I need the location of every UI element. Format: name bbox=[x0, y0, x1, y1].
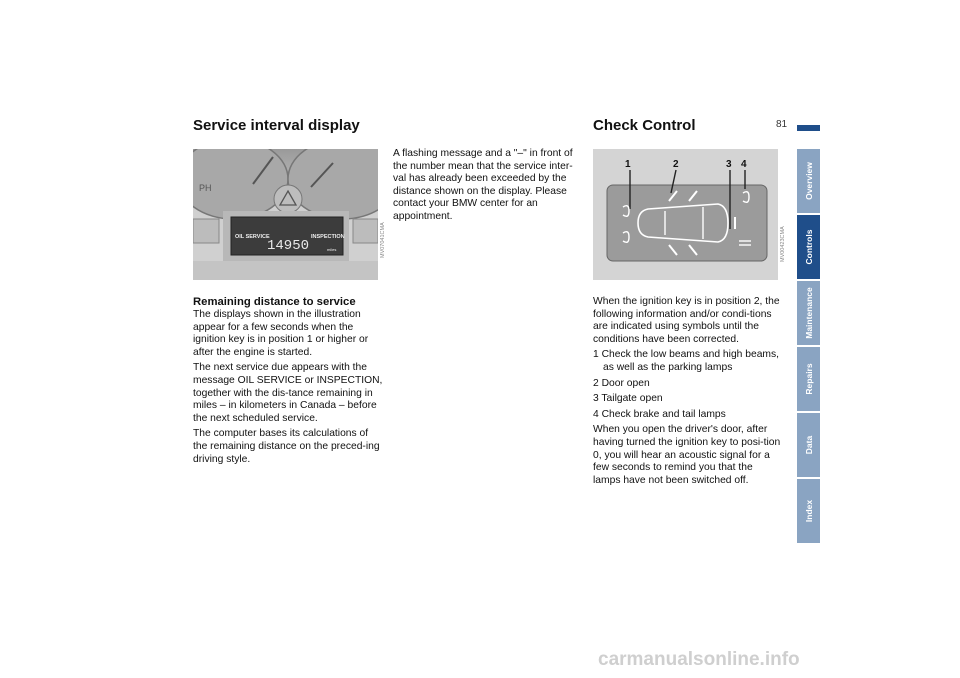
instrument-cluster-illustration bbox=[193, 149, 378, 280]
list-item: 4 Check brake and tail lamps bbox=[593, 408, 726, 420]
tab-maintenance[interactable]: Maintenance bbox=[797, 281, 820, 345]
tab-index[interactable]: Index bbox=[797, 479, 820, 543]
oil-service-label: OIL SERVICE bbox=[235, 234, 270, 240]
left-column bbox=[193, 295, 383, 469]
paragraph: A flashing message and a "–" in front of the number mean that the service inter-val has already been exceeded by the distance shown on the display. Please contact your BMW center for an appointment. bbox=[393, 148, 573, 222]
service-interval-figure bbox=[193, 149, 378, 280]
paragraph: When you open the driver's door, after having turned the ignition key to posi-tion 0, you will hear an acoustic signal for a few seconds to remind you that the lamps have not been switched off. bbox=[593, 424, 781, 486]
tab-overview[interactable]: Overview bbox=[797, 149, 820, 213]
list-item: 3 Tailgate open bbox=[593, 393, 663, 405]
subheading-remaining-distance: Remaining distance to service bbox=[193, 296, 356, 308]
middle-column bbox=[393, 148, 581, 227]
callout-1: 1 bbox=[625, 159, 631, 170]
figure-code-left: MV07041CMA bbox=[380, 222, 386, 258]
paragraph: When the ignition key is in position 2, the following information and/or condi-tions are indicated using symbols until the conditions have been corrected. bbox=[593, 296, 780, 345]
callout-2: 2 bbox=[673, 159, 679, 170]
page-number: 81 bbox=[776, 119, 788, 130]
check-control-illustration bbox=[593, 149, 778, 280]
right-column bbox=[593, 296, 783, 490]
check-control-figure bbox=[593, 149, 778, 280]
tab-data[interactable]: Data bbox=[797, 413, 820, 477]
ph-label: PH bbox=[199, 183, 212, 193]
callout-3: 3 bbox=[726, 159, 732, 170]
paragraph: The next service due appears with the message OIL SERVICE or INSPECTION, together with the dis-tance remaining in miles – in kilometers in Canada – before the next scheduled service. bbox=[193, 362, 383, 424]
section-title-check-control: Check Control bbox=[593, 117, 696, 134]
odometer-value: 14950 bbox=[267, 238, 310, 254]
unit-label: miles bbox=[327, 247, 337, 252]
tab-controls[interactable]: Controls bbox=[797, 215, 820, 279]
list-item: 1 Check the low beams and high beams, as well as the parking lamps bbox=[593, 349, 780, 373]
callout-4: 4 bbox=[741, 159, 747, 170]
section-tabs bbox=[797, 149, 820, 545]
paragraph: The computer bases its calculations of the remaining distance on the preced-ing driving style. bbox=[193, 428, 380, 465]
figure-code-right: MV00423CMA bbox=[780, 226, 786, 262]
list-item: 2 Door open bbox=[593, 377, 650, 389]
watermark: carmanualsonline.info bbox=[598, 649, 800, 670]
section-title-service-interval: Service interval display bbox=[193, 117, 360, 134]
tab-repairs[interactable]: Repairs bbox=[797, 347, 820, 411]
paragraph: The displays shown in the illustration appear for a few seconds when the ignition key is in position 1 or higher or after the engine is started. bbox=[193, 309, 369, 358]
inspection-label: INSPECTION bbox=[311, 234, 345, 240]
page-number-bar bbox=[797, 125, 820, 131]
